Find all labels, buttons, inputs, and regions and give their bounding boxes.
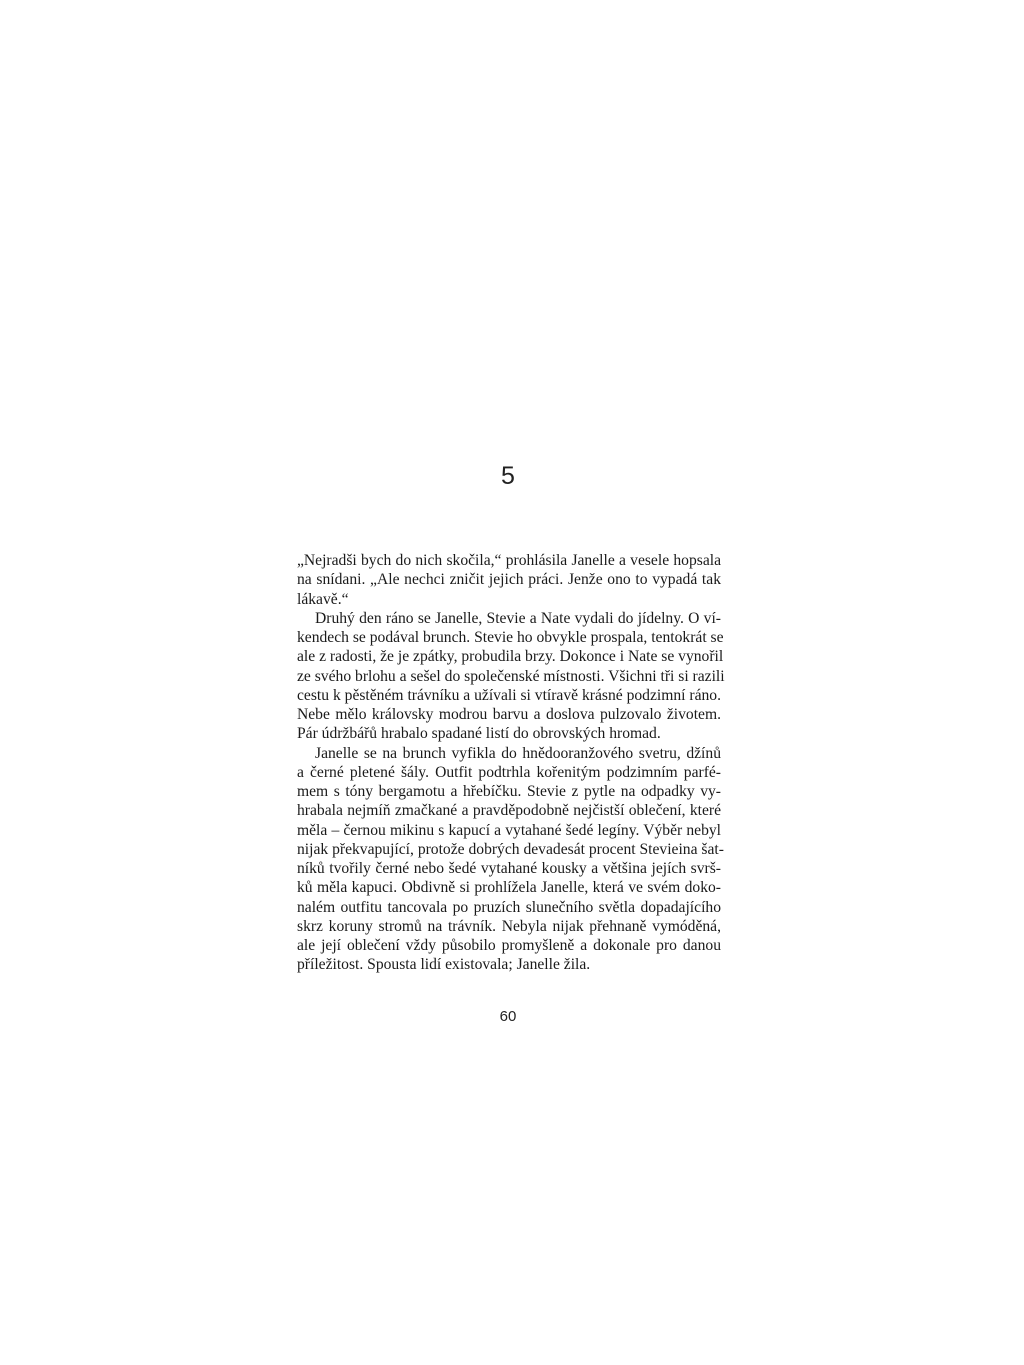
text-line: ze svého brlohu a sešel do společenské místnosti. Všichni tři si razili <box>297 667 725 685</box>
text-line: níků tvořily černé nebo šedé vytahané kousky a většina jejích svrš- <box>297 860 721 877</box>
text-line: ale její oblečení vždy působilo promyšleně a dokonale pro danou <box>297 937 721 954</box>
text-line: a černé pletené šály. Outfit podtrhla kořenitým podzimním parfé- <box>297 763 721 781</box>
page-number: 60 <box>499 1008 517 1025</box>
text-line: nalém outfitu tancovala po pruzích slunečního světla dopadajícího <box>297 898 721 916</box>
text-line: lákavě.“ <box>297 590 349 608</box>
text-line: hrabala nejmíň zmačkané a pravděpodobně nejčistší oblečení, které <box>297 802 721 820</box>
text-line: mem s tóny bergamotu a hřebíčku. Stevie z pytle na odpadky vy- <box>297 783 721 800</box>
paragraph <box>297 744 724 975</box>
text-line: cestu k pěstěném trávníku a užívali si vtíravě krásné podzimní ráno. <box>297 686 721 704</box>
text-line: na snídani. „Ale nechci zničit jejich práci. Jenže ono to vypadá tak <box>297 571 721 589</box>
chapter-number: 5 <box>501 462 515 490</box>
body-text <box>297 551 725 975</box>
text-line: „Nejradši bych do nich skočila,“ prohlásila Janelle a vesele hopsala <box>297 552 721 569</box>
text-line: kendech se podával brunch. Stevie ho obvykle prospala, tentokrát se <box>297 629 724 646</box>
text-line: skrz koruny stromů na trávník. Nebyla nijak přehnaně vymóděná, <box>297 917 721 935</box>
text-line: Druhý den ráno se Janelle, Stevie a Nate vydali do jídelny. O ví- <box>315 609 721 627</box>
text-line: ků měla kapuci. Obdivně si prohlížela Janelle, která ve svém doko- <box>297 879 721 897</box>
paragraph <box>297 609 725 744</box>
text-line: ale z radosti, že je zpátky, probudila brzy. Dokonce i Nate se vynořil <box>297 648 724 666</box>
text-line: příležitost. Spousta lidí existovala; Janelle žila. <box>297 956 591 974</box>
text-line: Janelle se na brunch vyfikla do hnědooranžového svetru, džínů <box>315 744 721 762</box>
text-line: Nebe mělo královsky modrou barvu a doslova pulzovalo životem. <box>297 706 721 723</box>
text-line: měla – černou mikinu s kapucí a vytahané šedé legíny. Výběr nebyl <box>297 821 721 839</box>
paragraph <box>297 551 721 609</box>
text-line: Pár údržbářů hrabalo spadané listí do obrovských hromad. <box>297 725 661 743</box>
text-line: nijak překvapující, protože dobrých devadesát procent Stevieina šat- <box>297 840 724 858</box>
